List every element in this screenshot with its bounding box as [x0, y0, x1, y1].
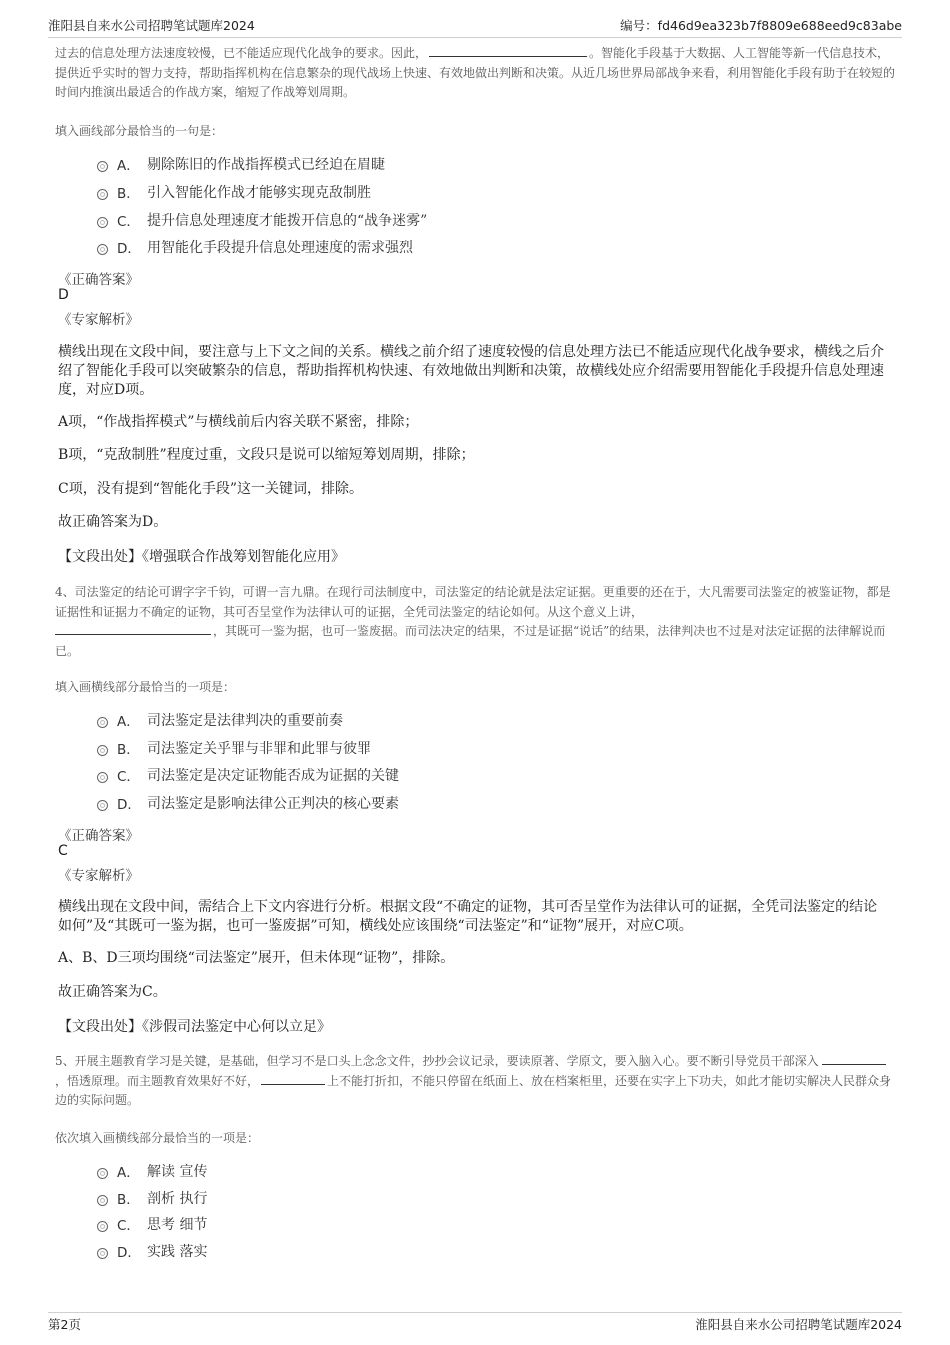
q3-conclusion: 故正确答案为D。 [58, 514, 168, 530]
page-footer [48, 1312, 902, 1335]
page-number: 第2页 [48, 1317, 81, 1332]
q4-blank [55, 622, 211, 635]
q4-conclusion: 故正确答案为C。 [58, 984, 167, 1000]
q3-explanation-b: B项，“克敌制胜”程度过重，文段只是说可以缩短筹划周期，排除； [58, 447, 475, 463]
q5-prompt: 依次填入画横线部分最恰当的一项是： [55, 1131, 260, 1145]
q3-explanation-c: C项，没有提到“智能化手段”这一关键词，排除。 [58, 481, 364, 497]
radio-icon[interactable] [97, 1195, 108, 1206]
q3-answer: D [58, 287, 69, 303]
radio-icon[interactable] [97, 745, 108, 756]
radio-icon[interactable] [97, 161, 108, 172]
q3-prompt: 填入画线部分最恰当的一句是： [55, 124, 224, 138]
radio-icon[interactable] [97, 717, 108, 728]
q4-prompt: 填入画横线部分最恰当的一项是： [55, 680, 236, 694]
page-header [48, 13, 902, 38]
radio-icon[interactable] [97, 1168, 108, 1179]
radio-icon[interactable] [97, 800, 108, 811]
q3-source: 【文段出处】《增强联合作战筹划智能化应用》 [58, 549, 345, 565]
radio-icon[interactable] [97, 189, 108, 200]
header-title: 淮阳县自来水公司招聘笔试题库2024 [48, 18, 255, 33]
q4-passage: 4、司法鉴定的结论可谓字字千钧，可谓一言九鼎。在现行司法制度中，司法鉴定的结论就是法定证据。更重要的还在于，大凡需要司法鉴定的被鉴证物，都是证据性和证据力不确定的证物，其可否呈堂作为法律认可的证据，全凭司法鉴定的结论如何。从这个意义上讲， ，其既可一鉴为据，也可一鉴废据。而司法决定的结果，不过是证据“说话”的结果，法律判决也不过是对法定证据的法律解说而已。 [55, 585, 891, 658]
q3-answer-label: 《正确答案》 [58, 272, 139, 288]
footer-title: 淮阳县自来水公司招聘笔试题库2024 [695, 1317, 902, 1332]
q4-answer-label: 《正确答案》 [58, 828, 139, 844]
radio-icon[interactable] [97, 772, 108, 783]
header-document-id: 编号：fd46d9ea323b7f8809e688eed9c83abe [620, 18, 902, 33]
radio-icon[interactable] [97, 244, 108, 255]
q3-blank [429, 44, 587, 57]
q4-answer: C [58, 843, 68, 859]
q5-passage: 5、开展主题教育学习是关键，是基础，但学习不是口头上念念文件，抄抄会议记录，要读原著、学原文，要入脑入心。要不断引导党员干部深入，悟透原理。而主题教育效果好不好， 上不能打折扣，不能只停留在纸面上、放在档案柜里，还要在实字上下功夫，如此才能切实解决人民群众身边的实际问题。 [55, 1054, 892, 1107]
q3-explanation-a: A项，“作战指挥模式”与横线前后内容关联不紧密，排除； [58, 414, 419, 430]
q3-passage: 过去的信息处理方法速度较慢，已不能适应现代化战争的要求。因此， 。智能化手段基于大数据、人工智能等新一代信息技术，提供近乎实时的智力支持，帮助指挥机构在信息繁杂的现代战场上快速、有效地做出判断和决策。从近几场世界局部战争来看，利用智能化手段有助于在较短的时间内推演出最适合的作战方案，缩短了作战筹划周期。 [55, 46, 896, 99]
q5-blank-1 [822, 1052, 886, 1065]
q3-analysis-label: 《专家解析》 [58, 312, 139, 328]
radio-icon[interactable] [97, 217, 108, 228]
q5-blank-2 [261, 1072, 325, 1085]
radio-icon[interactable] [97, 1221, 108, 1232]
q4-analysis-label: 《专家解析》 [58, 868, 139, 884]
q4-explanation-abd: A、B、D三项均围绕“司法鉴定”展开，但未体现“证物”，排除。 [58, 950, 455, 966]
radio-icon[interactable] [97, 1248, 108, 1259]
q4-source: 【文段出处】《涉假司法鉴定中心何以立足》 [58, 1019, 331, 1035]
q4-explanation-main: 横线出现在文段中间，需结合上下文内容进行分析。根据文段“不确定的证物，其可否呈堂作为法律认可的证据，全凭司法鉴定的结论如何”及“其既可一鉴为据，也可一鉴废据”可知，横线处应该围绕“司法鉴定”和“证物”展开，对应C项。 [58, 899, 878, 934]
q3-explanation-main: 横线出现在文段中间，要注意与上下文之间的关系。横线之前介绍了速度较慢的信息处理方法已不能适应现代化战争要求，横线之后介绍了智能化手段可以突破繁杂的信息，帮助指挥机构快速、有效地做出判断和决策，故横线处应介绍需要用智能化手段提升信息处理速度，对应D项。 [58, 344, 884, 398]
